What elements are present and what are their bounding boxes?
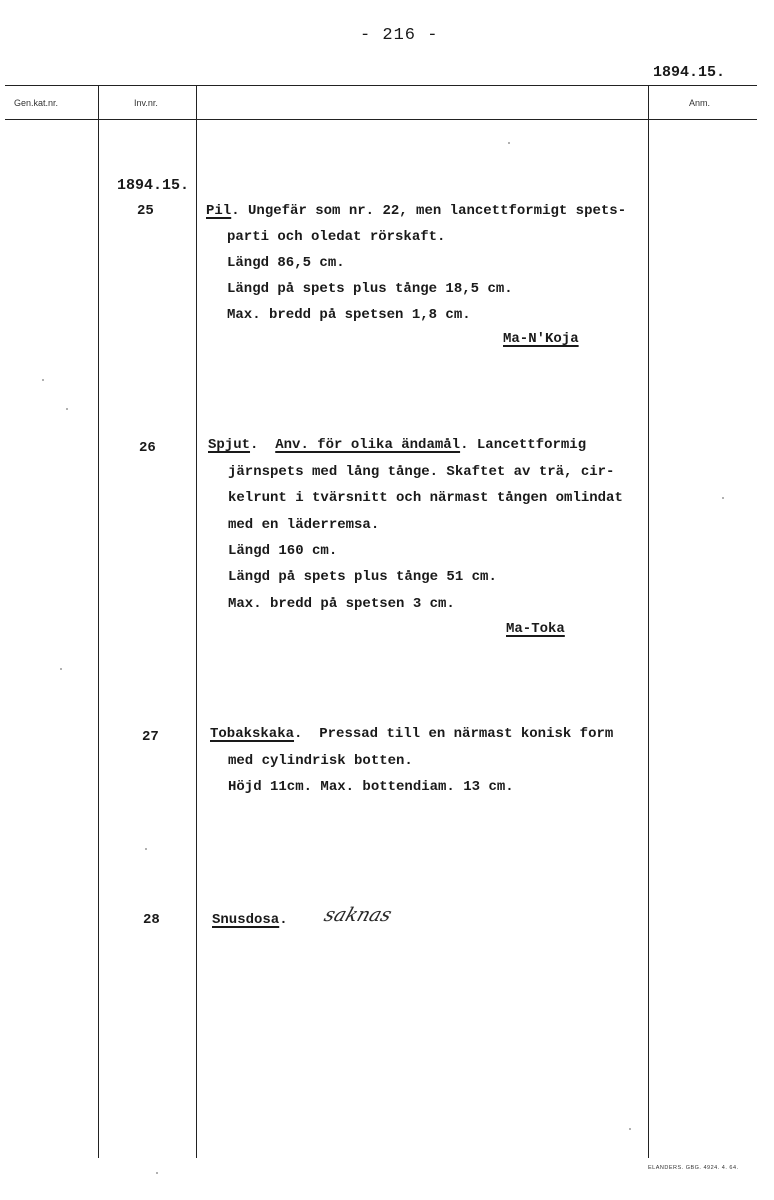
entry-26-line: järnspets med lång tånge. Skaftet av trä, cir- <box>228 464 615 480</box>
entry-25-name: Pil <box>206 203 232 219</box>
scan-speck <box>722 497 724 499</box>
scan-speck <box>145 848 147 850</box>
column-header-inv-nr: Inv.nr. <box>134 98 158 108</box>
column-header-gen-kat-nr: Gen.kat.nr. <box>14 98 59 108</box>
entry-25-first-line: Pil. Ungefär som nr. 22, men lancettformigt spets- <box>206 203 627 219</box>
entry-25-collection: 1894.15. <box>117 177 190 194</box>
entry-26-description-start: Lancettformig <box>476 437 587 453</box>
entry-28-name: Snusdosa <box>212 912 280 928</box>
entry-27-first-line: Tobakskaka. Pressad till en närmast konisk form <box>210 726 614 742</box>
entry-26-first-line: Spjut. Anv. för olika ändamål. Lancettformig <box>208 437 587 453</box>
entry-26-line: Längd 160 cm. <box>228 543 338 559</box>
scan-speck <box>60 668 62 670</box>
scan-speck <box>156 1172 158 1174</box>
page-number: - 216 - <box>360 26 439 45</box>
collection-number-header: 1894.15. <box>653 64 726 81</box>
scan-speck <box>629 1128 631 1130</box>
entry-27-line: med cylindrisk botten. <box>228 753 413 769</box>
entry-25-description-start: Ungefär som nr. 22, men lancettformigt spets- <box>248 203 627 219</box>
entry-27-number: 27 <box>142 729 159 745</box>
entry-25-line: Max. bredd på spetsen 1,8 cm. <box>227 307 471 323</box>
printer-imprint: ELANDERS. GBG. 4924. 4. 64. <box>648 1165 739 1171</box>
entry-26-line: med en läderremsa. <box>228 517 380 533</box>
entry-25-line: parti och oledat rörskaft. <box>227 229 446 245</box>
column-header-anm: Anm. <box>689 98 711 108</box>
entry-27-name: Tobakskaka <box>210 726 295 742</box>
entry-25-number: 25 <box>137 203 154 219</box>
entry-28-first-line: Snusdosa. <box>212 912 288 928</box>
entry-26-number: 26 <box>139 440 156 456</box>
column-rule-3 <box>648 86 649 1158</box>
column-rule-2 <box>196 86 197 1158</box>
entry-26-name: Spjut <box>208 437 251 453</box>
header-top-rule <box>5 85 757 86</box>
entry-26-line: Längd på spets plus tånge 51 cm. <box>228 569 497 585</box>
entry-25-line: Längd 86,5 cm. <box>227 255 345 271</box>
entry-26-use: Anv. för olika ändamål <box>275 437 461 453</box>
entry-27-description-start: Pressad till en närmast konisk form <box>319 726 614 742</box>
scan-speck <box>508 142 510 144</box>
scan-speck <box>66 408 68 410</box>
entry-27-line: Höjd 11cm. Max. bottendiam. 13 cm. <box>228 779 514 795</box>
scan-speck <box>42 379 44 381</box>
entry-26-origin: Ma-Toka <box>506 621 565 637</box>
entry-28-handwritten-note: saknas <box>321 904 395 926</box>
header-bottom-rule <box>5 119 757 120</box>
entry-28-number: 28 <box>143 912 160 928</box>
entry-25-origin: Ma-N'Koja <box>503 331 579 347</box>
entry-26-line: Max. bredd på spetsen 3 cm. <box>228 596 455 612</box>
entry-26-line: kelrunt i tvärsnitt och närmast tången omlindat <box>228 490 623 506</box>
column-rule-1 <box>98 86 99 1158</box>
entry-25-line: Längd på spets plus tånge 18,5 cm. <box>227 281 513 297</box>
